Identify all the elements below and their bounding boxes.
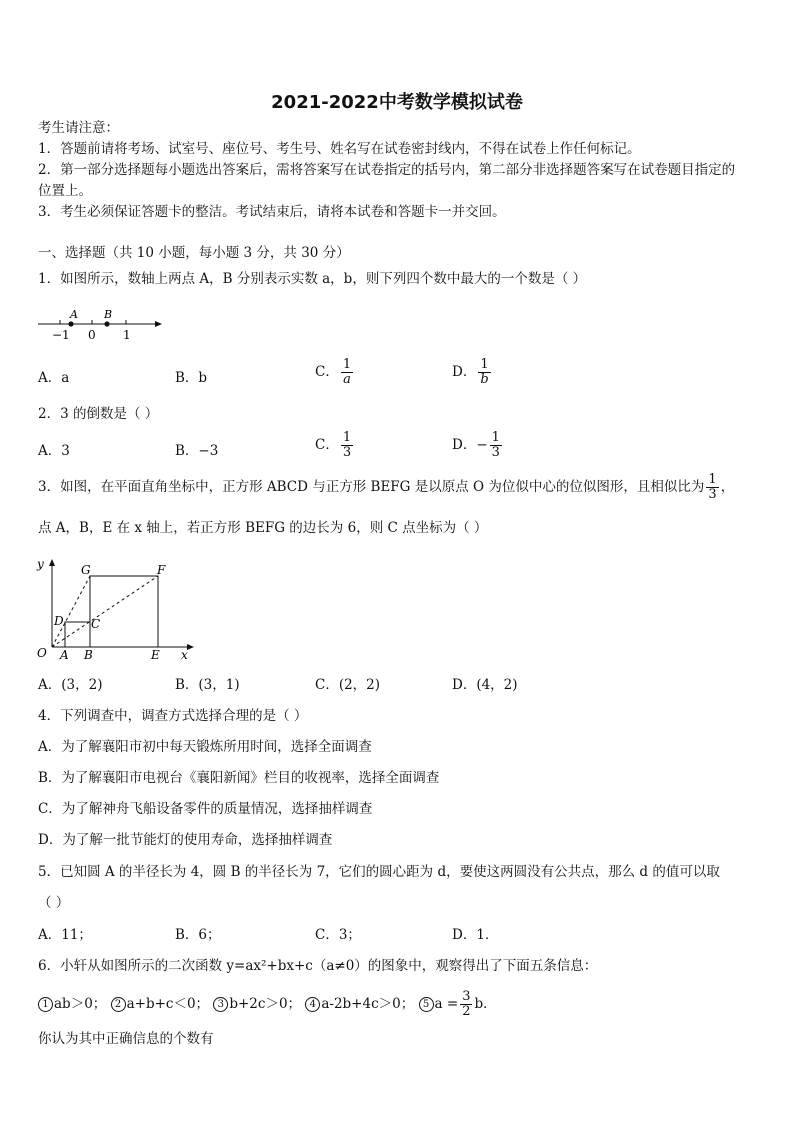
circled-3: 3: [213, 997, 228, 1012]
q3-coordinate-figure: [34, 555, 198, 665]
q1-c-prefix: C．: [315, 364, 339, 380]
q2-c-num: 1: [342, 430, 352, 445]
label-c: C: [91, 617, 101, 631]
q2-option-d[interactable]: [452, 431, 504, 460]
q6-statements: [38, 990, 497, 1019]
tick-one: 1: [123, 328, 131, 342]
q1-option-d[interactable]: [452, 358, 493, 387]
q3-option-c[interactable]: C．(2，2): [315, 677, 381, 693]
notice-item-2-cont: 位置上。: [38, 183, 92, 199]
q5-option-b[interactable]: B．6；: [175, 927, 221, 943]
q4-stem: 4．下列调查中，调查方式选择合理的是（ ）: [38, 708, 308, 724]
q1-stem: 1．如图所示，数轴上两点 A，B 分别表示实数 a，b，则下列四个数中最大的一个数是（ ）: [38, 271, 587, 287]
label-d: D: [54, 614, 64, 628]
q6-info-3: b+2c＞0；: [229, 996, 302, 1012]
point-b: [104, 321, 109, 326]
label-b: B: [104, 308, 113, 321]
q2-option-a[interactable]: A．3: [38, 443, 70, 459]
q6-info-5: a =: [434, 996, 459, 1012]
tick-zero: 0: [88, 328, 96, 342]
q3-stem-line2: 点 A，B，E 在 x 轴上，若正方形 BEFG 的边长为 6，则 C 点坐标为（ ）: [38, 520, 488, 536]
q2-option-b[interactable]: B．−3: [175, 443, 219, 459]
q6-info-1: ab＞0；: [54, 996, 107, 1012]
page-title: 2021-2022中考数学模拟试卷: [271, 92, 523, 113]
q3-ratio-num: 1: [708, 472, 717, 487]
q3-ratio-den: 3: [708, 487, 717, 502]
label-a: A: [70, 308, 78, 321]
tick-neg-one: −1: [52, 328, 70, 342]
q3-stem-text: 3．如图，在平面直角坐标中，正方形 ABCD 与正方形 BEFG 是以原点 O 为位似中心的位似图形，且相似比为: [38, 479, 705, 495]
q6-info-5-end: b．: [474, 996, 497, 1012]
notice-item-3: 3．考生必须保证答题卡的整洁。考试结束后，请将本试卷和答题卡一并交回。: [38, 204, 506, 220]
q4-option-a[interactable]: A．为了解襄阳市初中每天锻炼所用时间，选择全面调查: [38, 739, 372, 755]
q1-d-prefix: D．: [452, 364, 477, 380]
q6-frac-den: 2: [462, 1004, 471, 1019]
q5-option-d[interactable]: D．1．: [452, 927, 499, 943]
q3-stem-line1: [38, 473, 734, 502]
square-befg: [90, 576, 158, 647]
q2-d-den: 3: [491, 445, 500, 460]
q1-option-c[interactable]: [315, 358, 355, 387]
notice-heading: 考生请注意：: [38, 120, 119, 136]
q1-option-b[interactable]: B．b: [175, 370, 208, 386]
q2-option-c[interactable]: [315, 431, 355, 460]
label-a: A: [60, 648, 69, 662]
notice-item-2: 2．第一部分选择题每小题选出答案后，需将答案写在试卷指定的括号内，第二部分非选择题答案写在试卷题目指定的: [38, 162, 736, 178]
q1-d-num: 1: [478, 358, 490, 373]
q3-option-b[interactable]: B．(3，1): [175, 677, 240, 693]
q6-info-4: a-2b+4c＞0；: [321, 996, 415, 1012]
q1-number-line: [36, 306, 166, 342]
q2-stem: 2．3 的倒数是（ ）: [38, 406, 159, 422]
label-g: G: [81, 563, 91, 577]
circled-1: 1: [38, 997, 53, 1012]
q5-option-a[interactable]: A．11；: [38, 927, 92, 943]
q4-option-d[interactable]: D．为了解一批节能灯的使用寿命，选择抽样调查: [38, 832, 333, 848]
label-o: O: [37, 646, 47, 660]
point-a: [68, 321, 73, 326]
q6-info-2: a+b+c＜0；: [126, 996, 210, 1012]
square-abcd: [65, 622, 90, 647]
q2-d-num: 1: [491, 430, 500, 445]
q3-option-a[interactable]: A．(3，2): [38, 677, 103, 693]
q6-frac-num: 3: [462, 989, 471, 1004]
q1-c-den: a: [343, 372, 351, 387]
q6-question: 你认为其中正确信息的个数有: [38, 1031, 214, 1047]
circled-2: 2: [111, 997, 126, 1012]
q1-c-num: 1: [342, 357, 352, 372]
q6-stem: 6．小轩从如图所示的二次函数 y=ax²+bx+c（a≠0）的图象中，观察得出了下面五条信息：: [38, 958, 598, 974]
q4-option-b[interactable]: B．为了解襄阳市电视台《襄阳新闻》栏目的收视率，选择全面调查: [38, 770, 440, 786]
notice-item-1: 1．答题前请将考场、试室号、座位号、考生号、姓名写在试卷密封线内，不得在试卷上作任何标记。: [38, 141, 641, 157]
circled-4: 4: [305, 997, 320, 1012]
section-heading: 一、选择题（共 10 小题，每小题 3 分，共 30 分）: [38, 245, 350, 261]
q1-d-den: b: [480, 372, 489, 387]
q5-option-c[interactable]: C．3；: [315, 927, 361, 943]
q3-stem-comma: ，: [720, 479, 735, 495]
circled-5: 5: [419, 997, 434, 1012]
label-b: B: [84, 648, 93, 662]
label-e: E: [151, 648, 160, 662]
q2-d-prefix: D．−: [452, 437, 488, 453]
q1-option-a[interactable]: A．a: [38, 370, 70, 386]
q5-stem-line1: 5．已知圆 A 的半径长为 4，圆 B 的半径长为 7，它们的圆心距为 d，要使这两圆没有公共点，那么 d 的值可以取: [38, 864, 720, 880]
q2-c-prefix: C．: [315, 437, 339, 453]
label-f: F: [157, 563, 166, 577]
q2-c-den: 3: [342, 445, 352, 460]
q3-option-d[interactable]: D．(4，2): [452, 677, 518, 693]
label-x: x: [181, 648, 188, 662]
label-y: y: [37, 557, 44, 571]
q5-stem-line2: （ ）: [38, 895, 70, 911]
q4-option-c[interactable]: C．为了解神舟飞船设备零件的质量情况，选择抽样调查: [38, 801, 373, 817]
